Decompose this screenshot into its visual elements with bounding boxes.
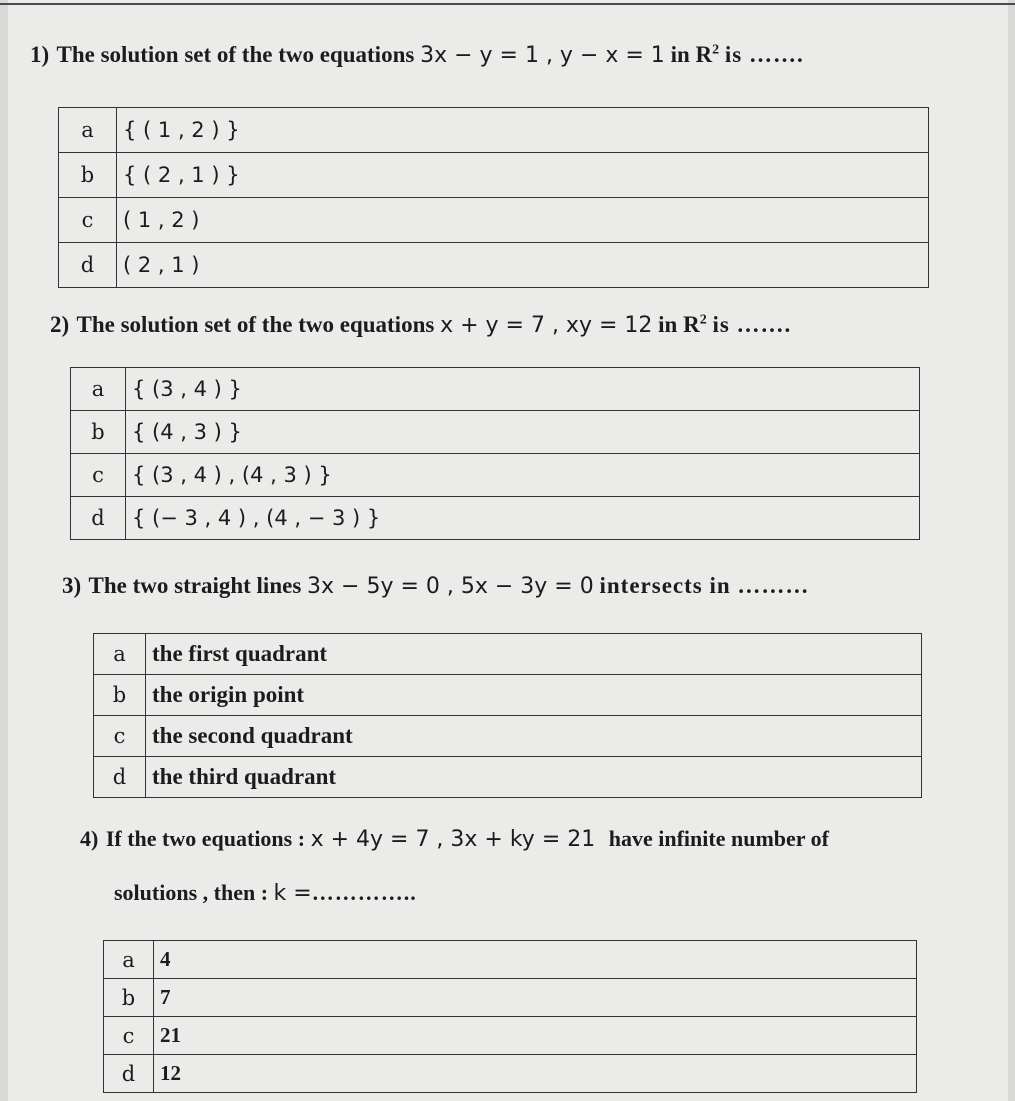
option-row-c[interactable] <box>94 716 922 757</box>
option-row-d[interactable] <box>59 243 929 288</box>
option-row-a[interactable] <box>104 941 917 979</box>
question-prompt: If the two equations : <box>105 826 306 851</box>
question-prompt: The solution set of the two equations <box>56 42 415 67</box>
option-value: 12 <box>154 1055 917 1093</box>
superscript: 2 <box>712 42 720 58</box>
option-letter: a <box>104 941 154 979</box>
question-tail: have infinite number of <box>608 826 829 851</box>
option-value: the third quadrant <box>146 757 922 798</box>
options-table-q2 <box>70 367 920 540</box>
question-prompt: The two straight lines <box>88 573 302 598</box>
options-table-q4 <box>103 940 917 1093</box>
option-letter: d <box>104 1055 154 1093</box>
options-table-q1 <box>58 107 929 288</box>
option-value: the second quadrant <box>146 716 922 757</box>
question-suffix: in R <box>658 312 700 337</box>
question-prompt: The solution set of the two equations <box>76 312 435 337</box>
question-tail: is ……. <box>724 42 804 67</box>
option-value: the first quadrant <box>146 634 922 675</box>
option-value: ( 1 , 2 ) <box>117 198 929 243</box>
option-letter: c <box>104 1017 154 1055</box>
question-4-continuation <box>114 880 417 906</box>
option-row-d[interactable] <box>71 497 920 540</box>
option-row-c[interactable] <box>71 454 920 497</box>
question-4 <box>80 826 829 852</box>
question-1 <box>30 42 804 68</box>
question-tail: intersects in ……… <box>599 573 810 598</box>
option-letter: b <box>94 675 146 716</box>
option-letter: b <box>59 153 117 198</box>
option-row-c[interactable] <box>104 1017 917 1055</box>
question-2 <box>50 312 791 338</box>
option-row-a[interactable] <box>94 634 922 675</box>
option-value: { (3 , 4 ) , (4 , 3 ) } <box>126 454 920 497</box>
option-value: 7 <box>154 979 917 1017</box>
option-value: 21 <box>154 1017 917 1055</box>
option-value: { ( 1 , 2 ) } <box>117 108 929 153</box>
option-row-a[interactable] <box>59 108 929 153</box>
option-letter: d <box>71 497 126 540</box>
option-value: 4 <box>154 941 917 979</box>
question-number: 2) <box>50 312 70 337</box>
question-tail: is ……. <box>712 312 792 337</box>
option-row-d[interactable] <box>104 1055 917 1093</box>
option-letter: c <box>59 198 117 243</box>
option-row-b[interactable] <box>59 153 929 198</box>
answer-blank[interactable]: ………….. <box>311 880 417 905</box>
options-table-q3 <box>93 633 922 798</box>
option-value: { ( 2 , 1 ) } <box>117 153 929 198</box>
option-letter: b <box>71 411 126 454</box>
option-value: { (− 3 , 4 ) , (4 , − 3 ) } <box>126 497 920 540</box>
superscript: 2 <box>699 312 707 328</box>
question-line2-math: k = <box>273 881 312 906</box>
option-row-a[interactable] <box>71 368 920 411</box>
option-letter: c <box>71 454 126 497</box>
option-row-c[interactable] <box>59 198 929 243</box>
option-letter: b <box>104 979 154 1017</box>
question-equations: x + 4y = 7 , 3x + ky = 21 <box>310 827 596 852</box>
option-row-d[interactable] <box>94 757 922 798</box>
question-equations: x + y = 7 , xy = 12 <box>440 313 653 338</box>
question-equations: 3x − y = 1 , y − x = 1 <box>420 43 665 68</box>
question-number: 3) <box>62 573 82 598</box>
option-row-b[interactable] <box>104 979 917 1017</box>
question-number: 4) <box>80 826 99 851</box>
option-value: ( 2 , 1 ) <box>117 243 929 288</box>
question-line2: solutions , then : <box>114 880 269 905</box>
option-value: { (3 , 4 ) } <box>126 368 920 411</box>
option-letter: d <box>59 243 117 288</box>
top-divider <box>0 3 1015 5</box>
option-row-b[interactable] <box>71 411 920 454</box>
question-suffix: in R <box>670 42 713 67</box>
question-number: 1) <box>30 42 50 67</box>
option-letter: a <box>94 634 146 675</box>
option-value: the origin point <box>146 675 922 716</box>
option-letter: d <box>94 757 146 798</box>
option-value: { (4 , 3 ) } <box>126 411 920 454</box>
question-equations: 3x − 5y = 0 , 5x − 3y = 0 <box>307 574 594 599</box>
option-letter: c <box>94 716 146 757</box>
question-3 <box>62 573 809 599</box>
option-letter: a <box>71 368 126 411</box>
option-row-b[interactable] <box>94 675 922 716</box>
option-letter: a <box>59 108 117 153</box>
